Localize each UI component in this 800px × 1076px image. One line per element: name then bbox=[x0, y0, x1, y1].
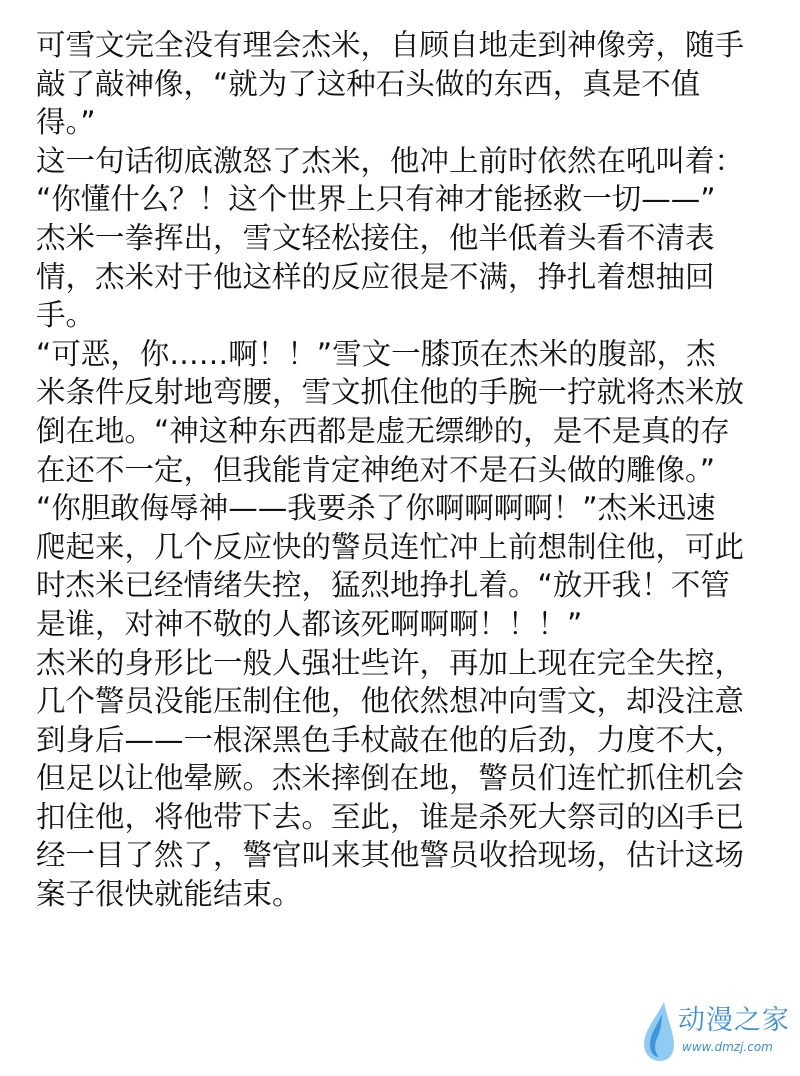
text-line: “你胆敢侮辱神——我要杀了你啊啊啊啊！”杰米迅速 bbox=[36, 491, 716, 526]
text-line: 可雪文完全没有理会杰米，自顾自地走到神像旁，随手 bbox=[36, 28, 745, 62]
text-line: 手。 bbox=[36, 298, 96, 333]
text-line: 到身后——一根深黑色手杖敲在他的后劲，力度不大， bbox=[36, 722, 745, 757]
text-line: “你懂什么？！这个世界上只有神才能拯救一切——” bbox=[36, 182, 716, 217]
text-line: 爬起来，几个反应快的警员连忙冲上前想制住他，可此 bbox=[36, 529, 745, 564]
text-line: 经一目了然了，警官叫来其他警员收拾现场，估计这场 bbox=[36, 838, 745, 873]
text-line: 杰米的身形比一般人强壮些许，再加上现在完全失控， bbox=[36, 645, 745, 680]
text-line: 米条件反射地弯腰，雪文抓住他的手腕一拧就将杰米放 bbox=[36, 375, 745, 410]
text-line: 杰米一拳挥出，雪文轻松接住，他半低着头看不清表 bbox=[36, 220, 715, 255]
water-drop-logo-icon bbox=[638, 1000, 678, 1064]
text-line: 得。” bbox=[36, 105, 96, 140]
text-line: 是谁，对神不敬的人都该死啊啊啊！！！” bbox=[36, 606, 583, 641]
story-text-block bbox=[36, 26, 776, 914]
watermark-url: www.dmzj.com bbox=[682, 1040, 773, 1054]
text-line: 在还不一定，但我能肯定神绝对不是石头做的雕像。” bbox=[36, 452, 716, 487]
text-line: 扣住他，将他带下去。至此，谁是杀死大祭司的凶手已 bbox=[36, 799, 745, 834]
text-line: “可恶，你……啊！！”雪文一膝顶在杰米的腹部，杰 bbox=[36, 336, 716, 371]
text-line: 几个警员没能压制住他，他依然想冲向雪文，却没注意 bbox=[36, 684, 745, 719]
text-line: 案子很快就能结束。 bbox=[36, 877, 302, 912]
site-watermark bbox=[638, 1000, 790, 1064]
watermark-site-name: 动漫之家 bbox=[678, 1005, 790, 1036]
text-line: 但足以让他晕厥。杰米摔倒在地，警员们连忙抓住机会 bbox=[36, 761, 745, 796]
text-line: 这一句话彻底激怒了杰米，他冲上前时依然在吼叫着： bbox=[36, 143, 745, 178]
text-line: 时杰米已经情绪失控，猛烈地挣扎着。“放开我！不管 bbox=[36, 568, 730, 603]
text-line: 情，杰米对于他这样的反应很是不满，挣扎着想抽回 bbox=[36, 259, 715, 294]
text-line: 倒在地。“神这种东西都是虚无缥缈的，是不是真的存 bbox=[36, 413, 730, 448]
text-line: 敲了敲神像，“就为了这种石头做的东西，真是不值 bbox=[36, 66, 701, 101]
